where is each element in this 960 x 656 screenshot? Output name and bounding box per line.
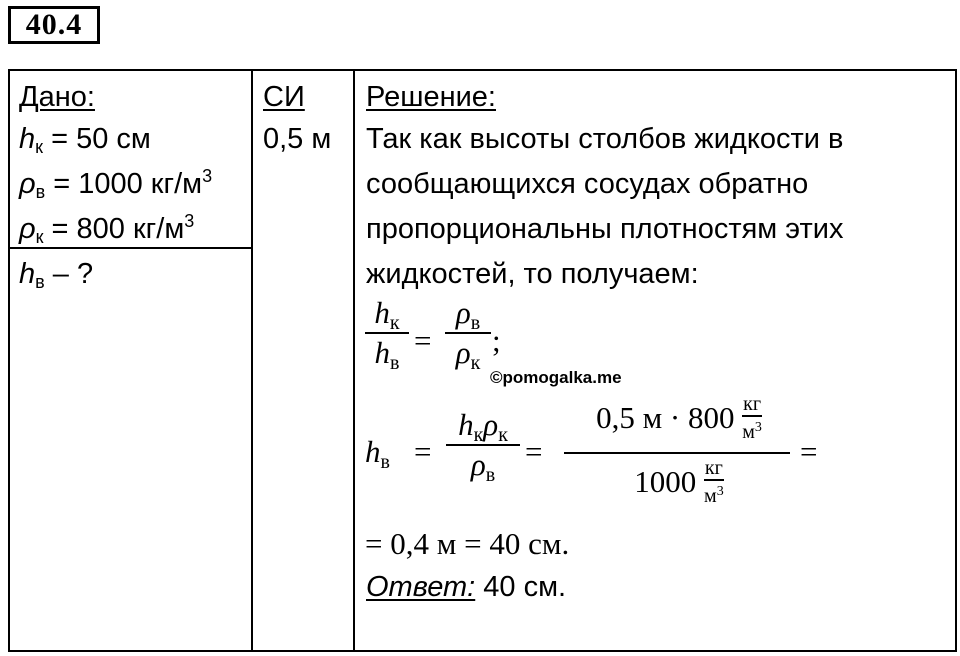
eq1-right-fraction: ρв ρк — [445, 296, 491, 370]
column-divider-si — [353, 71, 355, 650]
eq2-lhs: hв — [365, 434, 390, 473]
result-line: = 0,4 м = 40 см. — [365, 526, 570, 561]
eq2-numeric-denominator: 1000 кг $м^3$ — [634, 457, 724, 507]
solution-header: Решение: — [366, 81, 496, 113]
unit-kg-per-m3-numerator: кг $м^3$ — [742, 393, 762, 443]
given-height-kerosene: $h_к = 50$ см — [19, 123, 151, 157]
eq2-equals-1: = — [414, 434, 432, 469]
answer-line — [366, 570, 566, 604]
solution-line-3: пропорциональны плотностям этих — [366, 213, 844, 245]
answer-value: 40 см. — [475, 571, 567, 603]
eq2-equals-2: = — [525, 434, 543, 469]
given-header: Дано: — [19, 81, 95, 113]
eq1-left-fraction: hк hв — [365, 296, 409, 370]
unit-kg-per-m3-denominator: кг $м^3$ — [704, 457, 724, 507]
eq1-semicolon: ; — [492, 323, 501, 358]
eq2-symbolic-fraction: hкρк ρв — [446, 408, 520, 482]
si-header: СИ — [263, 81, 305, 113]
watermark: ©pomogalka.me — [490, 368, 622, 387]
eq2-numeric-bar — [564, 452, 790, 454]
solution-table — [8, 69, 957, 652]
column-divider-given — [251, 71, 253, 650]
solution-line-4: жидкостей, то получаем: — [366, 258, 699, 290]
eq2-equals-3: = — [800, 434, 818, 469]
problem-number: 40.4 — [8, 6, 100, 44]
given-density-kerosene: $\rho_к = 800$ $кг/м^3$ — [19, 211, 195, 247]
eq2-numeric-numerator: 0,5 м · 800 кг $м^3$ — [596, 393, 762, 443]
given-find-divider — [10, 247, 253, 249]
solution-line-2: сообщающихся сосудах обратно — [366, 168, 809, 200]
solution-line-1: Так как высоты столбов жидкости в — [366, 123, 844, 155]
eq1-equals: = — [414, 323, 432, 358]
answer-label: Ответ: — [366, 571, 476, 603]
find-height-water: $h_в$ – ? — [19, 258, 94, 292]
si-value: 0,5 м — [263, 123, 332, 155]
given-density-water: $\rho_в = 1000$ $кг/м^3$ — [19, 166, 213, 202]
